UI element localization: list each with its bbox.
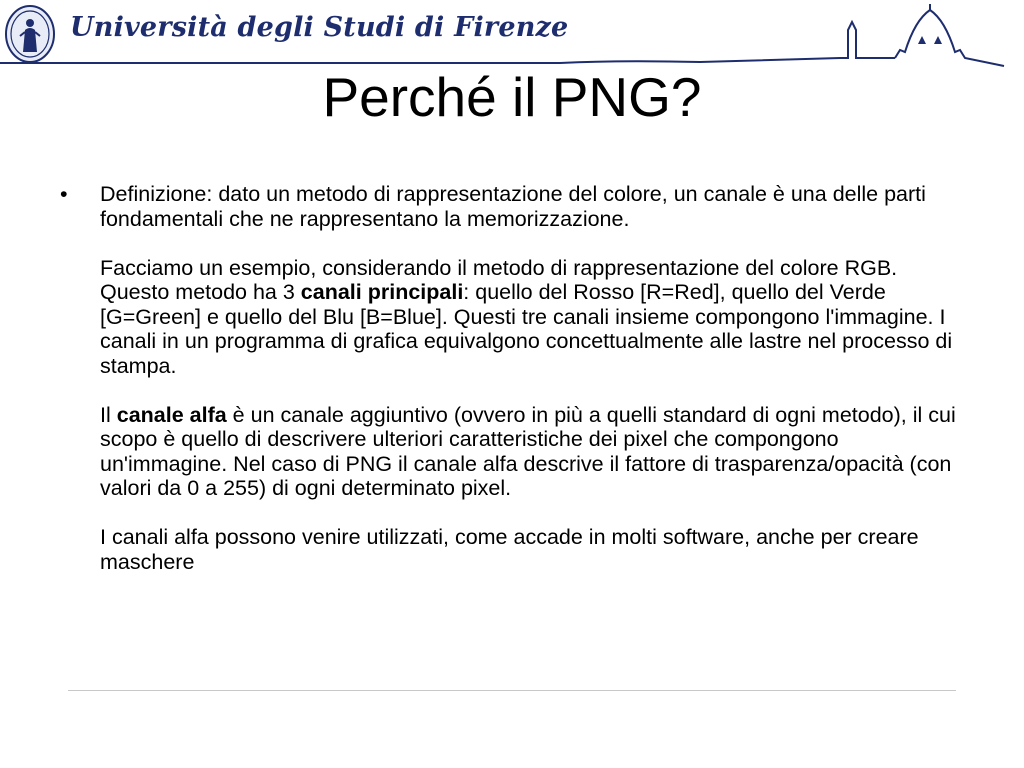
paragraph-rgb-example (100, 256, 960, 379)
university-name: Università degli Studi di Firenze (70, 12, 569, 43)
paragraph-definition: Definizione: dato un metodo di rappresentazione del colore, un canale è una delle parti fondamentali che ne rappresentano la memorizzazione. (100, 182, 926, 231)
slide-title: Perché il PNG? (322, 66, 702, 128)
term-canali-principali: canali principali (300, 280, 464, 304)
paragraph-masks: I canali alfa possono venire utilizzati, come accade in molti software, anche per creare maschere (100, 525, 919, 574)
paragraph-rgb-text-after: : quello del Rosso [R=Red], quello del Verde [G=Green] e quello del Blu [B=Blue]. Questi tre canali insieme compongono l'immagine. I canali in un programma di grafica equivalgono concettualmente alle lastre nel processo di stampa. (100, 280, 953, 378)
footer-divider (68, 690, 956, 691)
paragraph-alpha-text-after: è un canale aggiuntivo (ovvero in più a quelli standard di ogni metodo), il cui scopo è quello di descrivere ulteriori caratteristiche dei pixel che compongono un'immagine. Nel caso di PNG il canale alfa descrive il fattore di trasparenza/opacità (con valori da 0 a 255) di ogni determinato pixel. (100, 402, 956, 500)
paragraph-alpha-channel (100, 403, 960, 501)
slide-content (60, 182, 960, 574)
term-canale-alfa: canale alfa (116, 402, 227, 427)
paragraph-alpha-text-before: Il (100, 402, 117, 427)
bullet-marker: • (60, 182, 68, 206)
bullet-text (100, 182, 960, 574)
paragraph-rgb-text-before: Facciamo un esempio, considerando il metodo di rappresentazione del colore RGB. Questo metodo ha 3 (100, 255, 898, 304)
bullet-item (60, 182, 960, 574)
